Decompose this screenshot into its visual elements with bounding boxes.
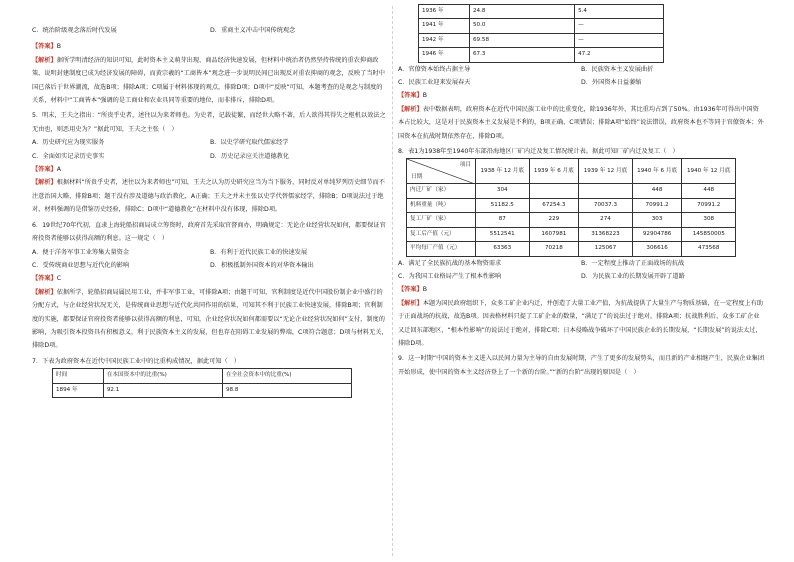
- table-cell: 1941 年: [419, 19, 470, 33]
- table-cell: 1942 年: [419, 33, 470, 47]
- table-row: [407, 242, 736, 256]
- q6-option-b: B．有利于近代民族工业的快速发展: [210, 248, 308, 256]
- q8-option-d: D．为民族工业的长期发展开辟了道路: [581, 272, 685, 280]
- q7-answer: [398, 89, 764, 102]
- q6-options-row2: [32, 259, 388, 272]
- q5-options-row2: [32, 150, 388, 163]
- table-cell: 51182.5: [476, 198, 530, 212]
- table-cell: 5512541: [476, 227, 530, 241]
- table-cell: 145850005: [682, 227, 736, 241]
- answer-value: C: [56, 275, 62, 283]
- table-cell: [529, 184, 579, 198]
- table-cell: 1894 年: [53, 383, 104, 397]
- q8-stem: 8．表1为1938年至1940年东部沿海地区厂矿内迁及复工情况统计表。据此可知厂矿内迁及复工（ ）: [398, 148, 679, 156]
- q8-analysis: [398, 297, 764, 351]
- table-cell: 92904786: [632, 227, 682, 241]
- table-cell: 70991.2: [682, 198, 736, 212]
- q6-option-a: A．便于洋务军事工业筹集大量资金: [32, 248, 130, 256]
- table-header-cell: 1939 年 12 月底: [579, 159, 633, 184]
- analysis-text: 据所学明清经济的知识可知，此时资本主义萌芽出现、商品经济快速发展，但材料中统治者仍然坚持传统的重农抑商政策，说明封建制度已成为经济发展的障碍，而黄宗羲的“工商皆本”观念进一步说明民间已出现反对重农抑商的观念，反映了当时中国已落后于世界潮流，故选B项；排除A项；C项属于材料体现的观点，排除D项；D项中“反映”可知，本题考查的是观念与制度的关系，材料中“工商皆本”强调的是工商业和农业具同等重要的地位，而非排斥，排除D项。: [32, 56, 385, 105]
- table-row: [419, 33, 664, 47]
- answer-label: 【答案】: [32, 43, 57, 51]
- right-column: [398, 0, 764, 562]
- table-row: [419, 48, 664, 62]
- table-cell: 125067: [579, 242, 633, 256]
- table-cell: 24.8: [470, 5, 575, 19]
- table-cell: 306616: [632, 242, 682, 256]
- table-row: [407, 213, 736, 227]
- q5-option-b: B．以史学研究取代儒家经学: [210, 139, 289, 147]
- q4-options: [32, 24, 388, 37]
- table-cell: 70218: [529, 242, 579, 256]
- answer-label: 【答案】: [32, 275, 57, 283]
- q6-options-row1: [32, 246, 388, 259]
- table-cell: 5.4: [575, 5, 664, 19]
- table-header-cell: 1940 年 6 月底: [632, 159, 682, 184]
- table-cell: 274: [579, 213, 633, 227]
- q7-analysis: [398, 103, 764, 143]
- left-column: [32, 0, 388, 562]
- answer-value: B: [56, 43, 61, 51]
- q7-table-part2: [418, 4, 664, 63]
- analysis-label: 【解析】: [398, 105, 423, 113]
- table-cell: 308: [682, 213, 736, 227]
- table-header-cell: 1939 年 6 月底: [529, 159, 579, 184]
- table-cell: 70037.3: [579, 198, 633, 212]
- q4-analysis: [32, 54, 388, 108]
- q6-stem: 6．19世纪70年代初，直隶上海轮船招商局成立筹资时，政府首先采取官督商办，明确规定：无论企业经营状况如何，都要保证官府投资者能够以获得高额的利息。这一规定（ ）: [32, 221, 386, 243]
- q7-stem: 7．下表为政府资本在近代中国民族工业中的比重构成情况，据此可知（ ）: [32, 357, 241, 365]
- table-header-row: [53, 369, 352, 383]
- table-row: [407, 227, 736, 241]
- q8-table: [406, 158, 736, 256]
- q8-options-row2: [398, 270, 764, 283]
- table-cell: 473568: [682, 242, 736, 256]
- table-cell: —: [575, 19, 664, 33]
- table-cell: 1936 年: [419, 5, 470, 19]
- table-cell: 47.2: [575, 48, 664, 62]
- table-row: [419, 19, 664, 33]
- q8-option-b: B．一定程度上推动了正面战场的抗战: [581, 259, 685, 267]
- q7-option-b: B．民族资本主义发展曲折: [581, 65, 654, 73]
- answer-value: A: [56, 166, 61, 174]
- q5-stem: 5．明末，王夫之指出：“所贵乎史者，述往以为来者师也。为史者，记载徒繁，而经世大略不著，后人欲得其得失之枢机以效法之无由也，则恶用史为？”据此可知，王夫之主张（ ）: [32, 112, 386, 133]
- q7-option-d: D．外国资本日益萎缩: [581, 79, 642, 87]
- q5-answer: [32, 163, 388, 176]
- table-row: [419, 5, 664, 19]
- table-cell: 98.8: [222, 383, 351, 397]
- analysis-text: 本题为国民政府组织下，众多工矿企业内迁，并创造了大量工业产值，为抗战提供了大量生产与物质基础，在一定程度上有助于正面战场的抗战，故选B项。因表格材料只提了工矿企业的数量，“满足了”的说法过于绝对，排除A项；抗战胜利后，众多工矿企业又迁回东部地区，“根本性影响”的说法过于绝对，排除C项；日本侵略战争破坏了中国民族企业的长期发展，“长期发展”的说法太过，排除D项。: [398, 299, 764, 347]
- answer-value: B: [422, 92, 427, 100]
- column-divider: [392, 6, 393, 556]
- table-cell: 87: [476, 213, 530, 227]
- table-cell: 67.3: [470, 48, 575, 62]
- answer-value: B: [422, 286, 427, 294]
- table-cell: 复工后产值（元）: [407, 227, 476, 241]
- q5-option-a: A．历史研究应为现实服务: [32, 139, 105, 147]
- analysis-text: 依据所学，轮船招商局属民用工业，并非军事工业，可排除A项；由题干可知，官利制度是近代中国股份制企业中盛行的分配方式，与企业经营状况无关，是传统商业思想与近代化共同作用的结果，可知其不利于民族工业快速发展，排除B项；官利制度的实施，都要保证官府投资者能够以获得高额的利息，可知，企业经营状况如何都需要以“无论企业经营状况如何”支付，制度的影响，为吸引资本投资具有积极意义，利于民族资本主义的发展，但也存在阻碍工业发展的弊端，C项符合题意；D项与材料无关，排除D项。: [32, 288, 388, 350]
- q4-option-d: D．重商主义冲击中国传统观念: [210, 27, 296, 34]
- table-header-cell: 时间: [53, 369, 104, 383]
- analysis-label: 【解析】: [32, 179, 57, 187]
- table-cell: 63363: [476, 242, 530, 256]
- q6-option-c: C．受传统商业思想与近代化的影响: [32, 261, 130, 269]
- table-cell: 448: [632, 184, 682, 198]
- table-cell: 复工厂矿（家）: [407, 213, 476, 227]
- q7-options-row2: [398, 76, 764, 89]
- table-cell: 303: [632, 213, 682, 227]
- q6-option-d: D．积极抵制外国资本的对华资本输出: [210, 261, 314, 269]
- q7-option-a: A．官僚资本始终占据主导: [398, 65, 471, 73]
- table-cell: 70991.2: [632, 198, 682, 212]
- q8-option-a: A．满足了全民族抗战的基本物资需求: [398, 259, 502, 267]
- corner-bottom-label: 日期: [411, 174, 423, 181]
- q5-option-d: D．历史记录应关注道德教化: [210, 152, 290, 160]
- table-row: [407, 184, 736, 198]
- table-row: [407, 198, 736, 212]
- table-cell: [579, 184, 633, 198]
- table-cell: 内迁厂矿（家）: [407, 184, 476, 198]
- q7-table-part1: [52, 368, 352, 398]
- q8-answer: [398, 283, 764, 296]
- q6-analysis: [32, 286, 388, 353]
- table-cell: 机料重量（吨）: [407, 198, 476, 212]
- table-row: [53, 383, 352, 397]
- table-cell: 69.58: [470, 33, 575, 47]
- q8-option-c: C．为我国工业格局产生了根本性影响: [398, 272, 502, 280]
- answer-label: 【答案】: [398, 92, 423, 100]
- q4-answer: [32, 40, 388, 53]
- table-cell: 92.1: [103, 383, 222, 397]
- corner-top-label: 项目: [459, 162, 471, 169]
- table-header-cell: 1938 年 12 月底: [476, 159, 530, 184]
- analysis-label: 【解析】: [398, 299, 423, 307]
- table-header-row: [407, 159, 736, 184]
- q5-option-c: C．全面如实记录历史事实: [32, 152, 105, 160]
- table-cell: 1607981: [529, 227, 579, 241]
- analysis-text: 根据材料“所贵乎史者，述往以为来者师也”可知，王夫之认为历史研究应当为当下服务，同时反对单纯罗列历史细节而不注意治国大略，排除B项；题干没有涉及道德与政治教化，A正确；王夫之并未主张以史学代替儒家经学，排除B；D项说法过于绝对，材料强调的是借鉴历史经验，排除C；D项中“道德教化”在材料中没有体现，排除D项。: [32, 179, 385, 214]
- table-cell: 304: [476, 184, 530, 198]
- q6-answer: [32, 272, 388, 285]
- q5-options-row1: [32, 136, 388, 149]
- answer-label: 【答案】: [32, 166, 57, 174]
- q5-analysis: [32, 176, 388, 216]
- answer-label: 【答案】: [398, 286, 423, 294]
- q4-option-c: C．统治阶级观念落后时代发展: [32, 27, 117, 34]
- table-header-cell: 在全社会资本中的比重(%): [222, 369, 351, 383]
- table-cell: 平均每厂产值（元）: [407, 242, 476, 256]
- table-header-cell: 在本国资本中的比重(%): [103, 369, 222, 383]
- table-header-cell: 1940 年 12 月底: [682, 159, 736, 184]
- table-corner-cell: [407, 159, 476, 184]
- table-cell: 229: [529, 213, 579, 227]
- q7-options-row1: [398, 63, 764, 76]
- table-cell: 50.0: [470, 19, 575, 33]
- table-cell: —: [575, 33, 664, 47]
- analysis-label: 【解析】: [32, 288, 57, 296]
- table-cell: 31368223: [579, 227, 633, 241]
- analysis-text: 表中数据表明，政府资本在近代中国民族工业中的比重变化，除1936年外，其比重均占到了50%。由1936年可得出中国资本占比较大，这是对于民族资本主义发展是不利的，B项正确，C项错误；排除A项“始终”说法错误，政府资本也不等同于官僚资本；外国资本在抗战时期依然存在，排除D项。: [398, 105, 764, 140]
- analysis-label: 【解析】: [32, 56, 57, 64]
- q7-option-c: C．民族工业迎来发展春天: [398, 79, 471, 87]
- q9-stem: 9．这一时期“中国的资本主义进入以民间力量为主导的自由发展时期，产生了更多的发展势头，而且新的产业相继产生，民族企业集团开始形成，使中国的资本主义经济登上了一个新的台阶。”“新的台阶”出现的原因是（ ）: [398, 355, 765, 376]
- table-cell: 67254.3: [529, 198, 579, 212]
- table-cell: 1946 年: [419, 48, 470, 62]
- q8-options-row1: [398, 257, 764, 270]
- table-cell: 448: [682, 184, 736, 198]
